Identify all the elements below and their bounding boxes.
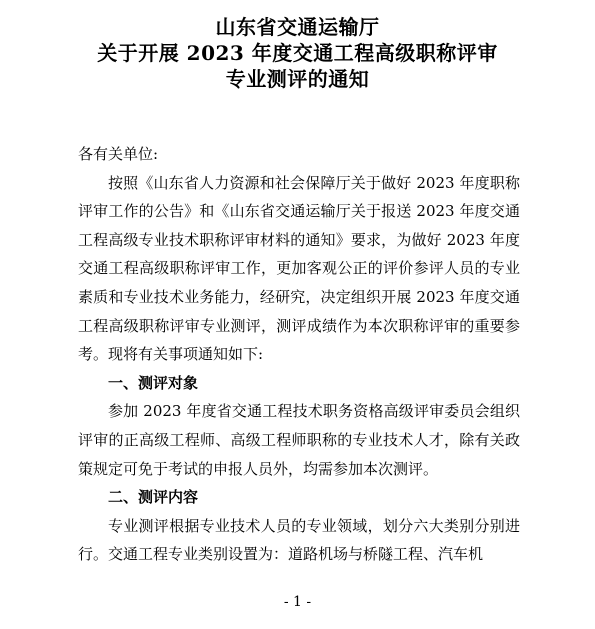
section-body-2: 专业测评根据专业技术人员的专业领域，划分六大类别分别进行。交通工程专业类别设置为：道路机场与桥隧工程、汽车机 [78,516,520,564]
title-line-2: 关于开展 2023 年度交通工程高级职称评审 [97,41,498,65]
document-body [78,140,520,569]
section-heading-2: 二、测评内容 [108,488,199,507]
intro-paragraph: 按照《山东省人力资源和社会保障厅关于做好 2023 年度职称评审工作的公告》和《山东省交通运输厅关于报送 2023 年度交通工程高级专业技术职称评审材料的通知》要求，为做好 2023 年度交通工程高级职称评审工作，更加客观公正的评价参评人员的专业素质和专业技术业务能力，经研究，决定组织开展 2023 年度交通工程高级职称评审专业测评，测评成绩作为本次职称评审的重要参考。现将有关事项通知如下: [78,173,520,364]
salutation: 各有关单位: [78,145,159,163]
section-body-1: 参加 2023 年度省交通工程技术职务资格高级评审委员会组织评审的正高级工程师、高级工程师职称的专业技术人才，除有关政策规定可免于考试的申报人员外，均需参加本次测评。 [78,402,520,478]
title-line-1: 山东省交通运输厅 [215,15,380,39]
title-line-3: 专业测评的通知 [225,67,370,91]
section-heading-1: 一、测评对象 [108,373,199,392]
page-number: - 1 - [283,594,312,610]
document-title [0,14,595,92]
